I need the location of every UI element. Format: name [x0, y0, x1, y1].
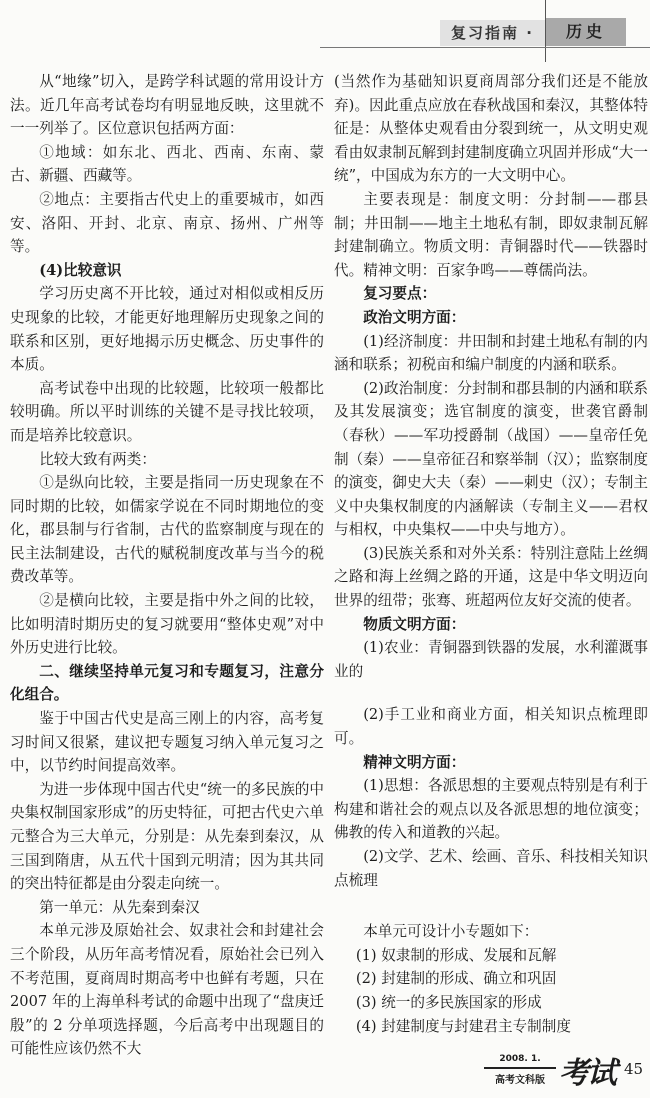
section-heading: 二、继续坚持单元复习和专题复习，注意分化组合。 — [10, 662, 324, 704]
page-footer — [484, 1052, 644, 1092]
section-heading: 物质文明方面： — [363, 615, 466, 633]
paragraph: ②是横向比较，主要是指中外之间的比较，比如明清时期历史的复习就要用“整体史观”对中外历史进行比较。 — [10, 592, 324, 657]
paragraph: (1)思想：各派思想的主要观点特别是有利于构建和谐社会的观点以及各派思想的地位演变；佛教的传入和道教的兴起。 — [334, 777, 648, 842]
issue-date: 2008. 1. — [499, 1054, 541, 1065]
paragraph: 学习历史离不开比较，通过对相似或相反历史现象的比较，才能更好地理解历史现象之间的联系和区别，更好地揭示历史概念、历史事件的本质。 — [10, 285, 324, 374]
paragraph: ①地域：如东北、西北、西南、东南、蒙古、新疆、西藏等。 — [10, 143, 324, 185]
paragraph: 从“地缘”切入，是跨学科试题的常用设计方法。近几年高考试卷均有明显地反映，这里就不一一列举了。区位意识包括两方面： — [10, 73, 324, 138]
section-label: 复习指南 · — [440, 20, 545, 46]
paragraph: 鉴于中国古代史是高三刚上的内容，高考复习时间又很紧，建议把专题复习纳入单元复习之中，以节约时间提高效率。 — [10, 710, 324, 775]
section-heading: 精神文明方面： — [363, 753, 466, 771]
section-heading: (4)比较意识 — [39, 261, 122, 279]
edition-label: 高考文科版 — [495, 1075, 545, 1087]
paragraph: 本单元可设计小专题如下： — [363, 923, 539, 941]
left-column — [10, 70, 324, 1061]
subject-label: 历史 — [546, 18, 626, 46]
paragraph: 第一单元：从先秦到秦汉 — [39, 898, 200, 916]
magazine-logo: 考试 — [559, 1056, 615, 1092]
header-divider-horizontal — [320, 47, 650, 48]
topic-list-item: (2) 封建制的形成、确立和巩固 — [355, 970, 557, 988]
paragraph: 高考试卷中出现的比较题，比较项一般都比较明确。所以平时训练的关键不是寻找比较项，而是培养比较意识。 — [10, 379, 324, 444]
section-heading: 政治文明方面： — [363, 308, 466, 326]
paragraph: 为进一步体现中国古代史“统一的多民族的中央集权制国家形成”的历史特征，可把古代史六单元整合为三大单元，分别是：从先秦到秦汉，从三国到隋唐，从五代十国到元明清；因为其共同的突出特征都是由分裂走向统一。 — [10, 780, 324, 893]
paragraph: (当然作为基础知识夏商周部分我们还是不能放弃)。因此重点应放在春秋战国和秦汉，其整体特征是：从整体史观看由分裂到统一，从文明史观看由奴隶制瓦解到封建制度确立巩固并形成“大一统”，中国成为东方的一大文明中心。 — [334, 73, 648, 185]
paragraph: (3)民族关系和对外关系：特别注意陆上丝绸之路和海上丝绸之路的开通，这是中华文明迈向世界的纽带；张骞、班超两位友好交流的使者。 — [334, 544, 648, 610]
paragraph: (1)经济制度：井田制和封建土地私有制的内涵和联系；初税亩和编户制度的内涵和联系。 — [334, 332, 648, 374]
paragraph: 比较大致有两类： — [39, 450, 156, 468]
paragraph: (2)文学、艺术、绘画、音乐、科技相关知识点梳理 — [334, 848, 648, 889]
paragraph: 主要表现是：制度文明：分封制——郡县制；井田制——地主土地私有制，即奴隶制瓦解封建制确立。物质文明：青铜器时代——铁器时代。精神文明：百家争鸣——尊儒尚法。 — [334, 190, 648, 279]
topic-list-item: (3) 统一的多民族国家的形成 — [355, 993, 542, 1011]
header-divider-vertical — [545, 0, 546, 62]
paragraph: (2)政治制度：分封制和郡县制的内涵和联系及其发展演变；选官制度的演变，世袭官爵制（春秋）——军功授爵制（战国）——皇帝任免制（秦）——皇帝征召和察举制（汉）；监察制度的演变，御史大夫（秦）——刺史（汉）；专制主义中央集权制度的内涵解读（专制主义——君权与相权，中央集权——中央与地方）。 — [334, 379, 648, 539]
topic-list-item: (1) 奴隶制的形成、发展和瓦解 — [355, 946, 557, 964]
paragraph: 本单元涉及原始社会、奴隶社会和封建社会三个阶段，从历年高考情况看，原始社会已列入不考范围，夏商周时期高考中也鲜有考题，只在 2007 年的上海单科考试的命题中出现了“盘庚迁殷”的 2 分单项选择题，今后高考中出现题目的可能性应该仍然不大 — [10, 922, 324, 1058]
right-column — [334, 70, 648, 1038]
page-number: 45 — [624, 1060, 644, 1079]
paragraph: ①是纵向比较，主要是指同一历史现象在不同时期的比较，如儒家学说在不同时期地位的变化，郡县制与行省制，古代的监察制度与现在的民主法制建设，古代的赋税制度改革与当今的税费改革等。 — [10, 474, 324, 586]
paragraph: (1)农业：青铜器到铁器的发展，水利灌溉事业的 — [334, 639, 648, 680]
paragraph: ②地点：主要指古代史上的重要城市，如西安、洛阳、开封、北京、南京、扬州、广州等等。 — [10, 190, 324, 256]
right-column-wrapper — [334, 70, 648, 1098]
section-heading: 复习要点： — [363, 285, 437, 303]
paragraph: (2)手工业和商业方面，相关知识点梳理即可。 — [334, 706, 648, 748]
topic-list-item: (4) 封建制度与封建君主专制制度 — [355, 1017, 571, 1035]
footer-rule — [484, 1067, 556, 1069]
